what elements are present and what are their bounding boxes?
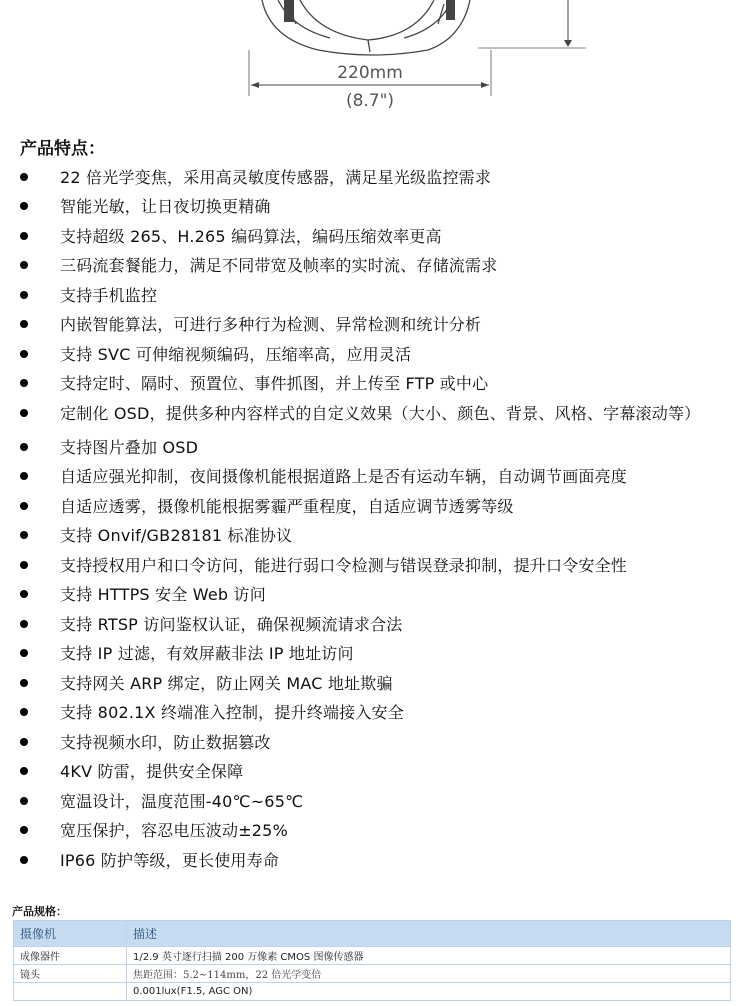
specs-header-camera: 摄像机 bbox=[14, 921, 127, 947]
dimension-arrow-icon bbox=[251, 82, 259, 88]
dimension-arrow-icon bbox=[481, 82, 489, 88]
bullet-icon bbox=[20, 826, 28, 834]
bullet-icon bbox=[20, 649, 28, 657]
bullet-icon bbox=[20, 502, 28, 510]
bullet-icon bbox=[20, 767, 28, 775]
list-item bbox=[0, 432, 750, 458]
feature-text: IP66 防护等级，更长使用寿命 bbox=[60, 851, 280, 870]
feature-text: 支持定时、隔时、预置位、事件抓图，并上传至 FTP 或中心 bbox=[60, 374, 489, 393]
table-row bbox=[14, 983, 731, 1001]
bullet-icon bbox=[20, 797, 28, 805]
bullet-icon bbox=[20, 320, 28, 328]
list-item bbox=[0, 668, 750, 694]
feature-text: 支持手机监控 bbox=[60, 286, 158, 305]
feature-text: 自适应透雾，摄像机能根据雾霾严重程度，自适应调节透雾等级 bbox=[60, 497, 514, 516]
spec-label: 镜头 bbox=[14, 965, 127, 983]
camera-side-block bbox=[446, 0, 455, 20]
bullet-icon bbox=[20, 443, 28, 451]
feature-text: 支持视频水印，防止数据篡改 bbox=[60, 733, 271, 752]
list-item bbox=[0, 368, 750, 394]
feature-text: 智能光敏，让日夜切换更精确 bbox=[60, 197, 271, 216]
bullet-icon bbox=[20, 261, 28, 269]
list-item bbox=[0, 815, 750, 841]
list-item bbox=[0, 786, 750, 812]
features-title: 产品特点： bbox=[20, 139, 105, 159]
specs-header-description: 描述 bbox=[127, 921, 731, 947]
list-item bbox=[0, 579, 750, 605]
feature-text: 宽压保护，容忍电压波动±25% bbox=[60, 821, 288, 840]
camera-side-block bbox=[284, 0, 294, 22]
specs-table bbox=[13, 920, 731, 1001]
bullet-icon bbox=[20, 679, 28, 687]
list-item bbox=[0, 250, 750, 276]
feature-text: 支持 802.1X 终端准入控制，提升终端接入安全 bbox=[60, 703, 404, 722]
list-item bbox=[0, 609, 750, 635]
list-item bbox=[0, 162, 750, 188]
list-item bbox=[0, 339, 750, 365]
list-item bbox=[0, 520, 750, 546]
list-item bbox=[0, 727, 750, 753]
dimension-inch-label: (8.7") bbox=[345, 91, 395, 111]
feature-text: 三码流套餐能力，满足不同带宽及帧率的实时流、存储流需求 bbox=[60, 256, 498, 275]
feature-text: 宽温设计，温度范围-40℃~65℃ bbox=[60, 792, 304, 811]
feature-text: 支持 IP 过滤，有效屏蔽非法 IP 地址访问 bbox=[60, 644, 354, 663]
bullet-icon bbox=[20, 472, 28, 480]
list-item bbox=[0, 280, 750, 306]
list-item bbox=[0, 398, 750, 424]
bullet-icon bbox=[20, 561, 28, 569]
list-item bbox=[0, 491, 750, 517]
feature-text: 支持 RTSP 访问鉴权认证，确保视频流请求合法 bbox=[60, 615, 403, 634]
list-item bbox=[0, 461, 750, 487]
list-item bbox=[0, 550, 750, 576]
spec-label bbox=[14, 983, 127, 1001]
list-item bbox=[0, 309, 750, 335]
list-item bbox=[0, 221, 750, 247]
specs-header-row bbox=[14, 921, 731, 947]
feature-text: 支持网关 ARP 绑定，防止网关 MAC 地址欺骗 bbox=[60, 674, 393, 693]
list-item bbox=[0, 845, 750, 871]
list-item bbox=[0, 697, 750, 723]
bullet-icon bbox=[20, 379, 28, 387]
feature-text: 内嵌智能算法，可进行多种行为检测、异常检测和统计分析 bbox=[60, 315, 482, 334]
bullet-icon bbox=[20, 590, 28, 598]
feature-text: 4KV 防雷，提供安全保障 bbox=[60, 762, 244, 781]
spec-value: 1/2.9 英寸逐行扫描 200 万像素 CMOS 图像传感器 bbox=[127, 947, 731, 965]
feature-text: 22 倍光学变焦，采用高灵敏度传感器，满足星光级监控需求 bbox=[60, 168, 492, 187]
dimension-mm-label: 220mm bbox=[337, 63, 403, 83]
feature-text: 支持超级 265、H.265 编码算法，编码压缩效率更高 bbox=[60, 227, 442, 246]
bullet-icon bbox=[20, 350, 28, 358]
bullet-icon bbox=[20, 708, 28, 716]
list-item bbox=[0, 756, 750, 782]
feature-text: 支持 Onvif/GB28181 标准协议 bbox=[60, 526, 293, 545]
bullet-icon bbox=[20, 531, 28, 539]
list-item bbox=[0, 638, 750, 664]
feature-text: 自适应强光抑制，夜间摄像机能根据道路上是否有运动车辆，自动调节画面亮度 bbox=[60, 467, 628, 486]
specs-title: 产品规格： bbox=[12, 905, 67, 918]
feature-text: 定制化 OSD，提供多种内容样式的自定义效果（大小、颜色、背景、风格、字幕滚动等） bbox=[60, 404, 701, 423]
bullet-icon bbox=[20, 202, 28, 210]
bullet-icon bbox=[20, 738, 28, 746]
bullet-icon bbox=[20, 173, 28, 181]
feature-text: 支持 HTTPS 安全 Web 访问 bbox=[60, 585, 266, 604]
bullet-icon bbox=[20, 291, 28, 299]
bullet-icon bbox=[20, 856, 28, 864]
dimension-drawing bbox=[0, 0, 750, 118]
feature-text: 支持图片叠加 OSD bbox=[60, 438, 199, 457]
spec-value: 焦距范围：5.2~114mm，22 倍光学变倍 bbox=[127, 965, 731, 983]
bullet-icon bbox=[20, 620, 28, 628]
bullet-icon bbox=[20, 232, 28, 240]
spec-label: 成像器件 bbox=[14, 947, 127, 965]
dimension-arrow-icon bbox=[564, 40, 572, 47]
feature-text: 支持 SVC 可伸缩视频编码，压缩率高，应用灵活 bbox=[60, 345, 412, 364]
bullet-icon bbox=[20, 409, 28, 417]
table-row bbox=[14, 947, 731, 965]
table-row bbox=[14, 965, 731, 983]
feature-text: 支持授权用户和口令访问，能进行弱口令检测与错误登录抑制，提升口令安全性 bbox=[60, 556, 628, 575]
list-item bbox=[0, 191, 750, 217]
spec-value: 0.001lux(F1.5, AGC ON) bbox=[127, 983, 731, 1001]
